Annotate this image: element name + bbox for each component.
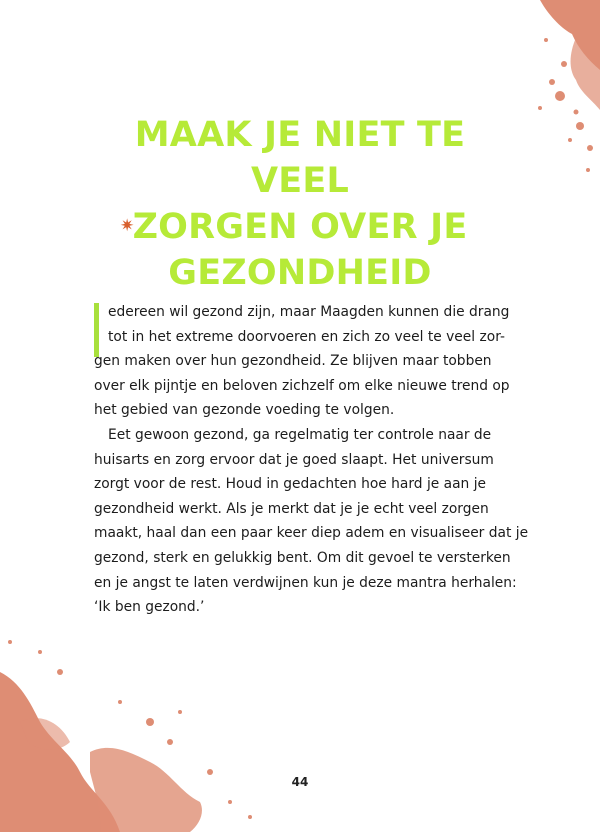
text-line: gezondheid werkt. Als je merkt dat je je echt veel zorgen: [94, 500, 489, 517]
text-line: Eet gewoon gezond, ga regelmatig ter controle naar de: [108, 426, 492, 443]
text-line: gen maken over hun gezondheid. Ze blijven maar tobben: [94, 353, 492, 370]
text-line: zorgt voor de rest. Houd in gedachten hoe hard je aan je: [94, 476, 487, 493]
text-line: over elk pijntje en beloven zichzelf om elke nieuwe trend op: [94, 377, 510, 394]
heading-line-1: MAAK JE NIET TE VEEL: [134, 115, 466, 201]
bottom-left-paint-splash: [0, 612, 300, 832]
star-ornament-icon: ✷: [120, 216, 135, 236]
heading-line-2: ZORGEN OVER JE: [132, 207, 468, 247]
text-line: ‘Ik ben gezond.’: [94, 599, 205, 616]
body-text: [94, 300, 529, 620]
text-line: maakt, haal dan een paar keer diep adem en visualiseer dat je: [94, 525, 529, 542]
text-line: tot in het extreme doorvoeren en zich zo veel te veel zor-: [108, 328, 505, 345]
text-line: huisarts en zorg ervoor dat je goed slaapt. Het universum: [94, 451, 494, 468]
paragraph-1: [94, 300, 514, 423]
text-line: het gebied van gezonde voeding te volgen.: [94, 402, 395, 419]
page-number: 44: [291, 775, 309, 789]
paragraph-2: [94, 423, 529, 620]
chapter-heading: [90, 112, 510, 296]
heading-line-3: GEZONDHEID: [168, 253, 432, 293]
text-line: edereen wil gezond zijn, maar Maagden kunnen die drang: [108, 304, 510, 320]
text-line: en je angst te laten verdwijnen kun je deze mantra herhalen:: [94, 574, 517, 591]
text-line: gezond, sterk en gelukkig bent. Om dit gevoel te versterken: [94, 549, 511, 566]
